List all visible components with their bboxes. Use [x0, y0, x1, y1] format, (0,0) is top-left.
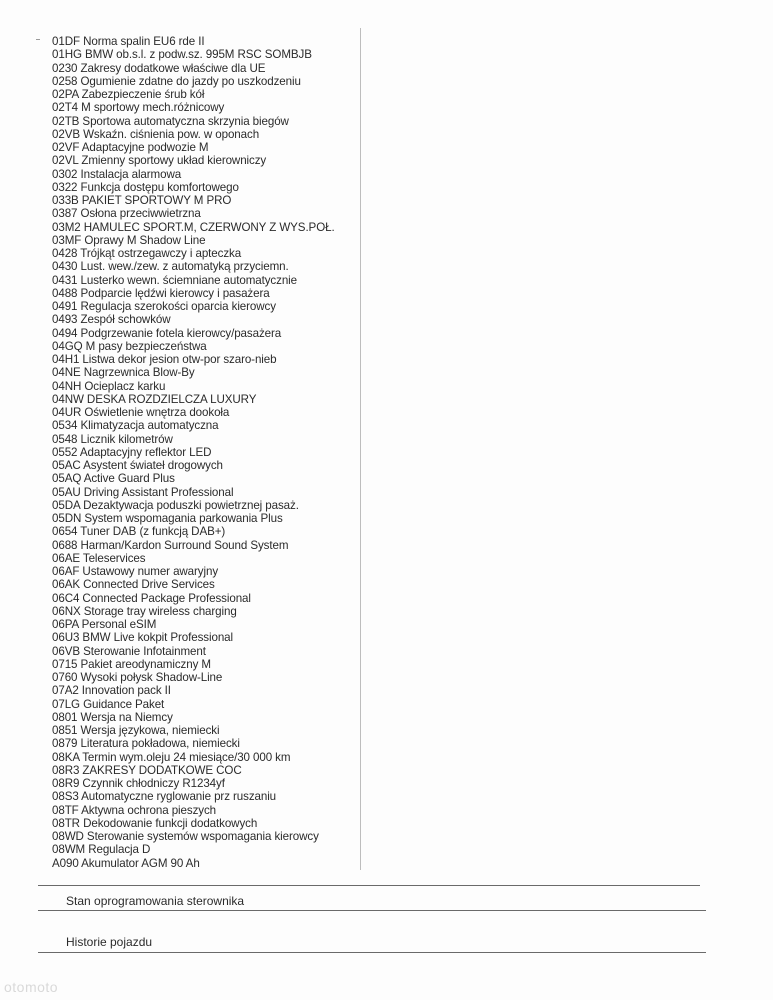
column-divider [360, 28, 361, 870]
option-item: 06C4 Connected Package Professional [52, 591, 251, 605]
section-divider-middle [38, 910, 706, 911]
option-item: 0491 Regulacja szerokości oparcia kierowcy [52, 300, 276, 313]
option-item: 0258 Ogumienie zdatne do jazdy po uszkodzeniu [52, 74, 301, 88]
option-item: 01DF Norma spalin EU6 rde II [52, 35, 205, 48]
option-item: 01HG BMW ob.s.l. z podw.sz. 995M RSC SOMBJB [52, 48, 312, 62]
option-item: 0430 Lust. wew./zew. z automatyką przyciemn. [52, 260, 289, 274]
option-item: 0879 Literatura pokładowa, niemiecki [52, 737, 240, 751]
vehicle-history-heading: Historie pojazdu [66, 935, 153, 949]
option-item: 0548 Licznik kilometrów [52, 432, 173, 446]
equipment-options-list [52, 35, 335, 870]
option-item: 04NH Ocieplacz karku [52, 379, 166, 393]
option-item: 03M2 HAMULEC SPORT.M, CZERWONY Z WYS.POŁ. [52, 220, 335, 234]
option-item: 08KA Termin wym.oleju 24 miesiące/30 000 km [52, 750, 291, 764]
option-item: 07A2 Innovation pack II [52, 684, 171, 698]
option-item: A090 Akumulator AGM 90 Ah [52, 856, 200, 870]
option-item: 08TR Dekodowanie funkcji dodatkowych [52, 816, 258, 830]
option-item: 05DN System wspomagania parkowania Plus [52, 512, 283, 525]
list-marker [36, 39, 40, 40]
option-item: 06AE Teleservices [52, 551, 146, 565]
watermark: otomoto [4, 979, 59, 995]
option-item: 0760 Wysoki połysk Shadow-Line [52, 671, 223, 684]
option-item: 02TB Sportowa automatyczna skrzynia biegów [52, 114, 289, 128]
option-item: 0431 Lusterko wewn. ściemniane automatycznie [52, 273, 298, 287]
option-item: 04H1 Listwa dekor jesion otw-por szaro-nieb [52, 353, 277, 366]
option-item: 06AK Connected Drive Services [52, 578, 215, 592]
option-item: 0428 Trójkąt ostrzegawczy i apteczka [52, 247, 242, 260]
option-item: 05AQ Active Guard Plus [52, 472, 175, 486]
option-item: 04NW DESKA ROZDZIELCZA LUXURY [52, 392, 257, 406]
option-item: 08R9 Czynnik chłodniczy R1234yf [52, 777, 225, 790]
option-item: 07LG Guidance Paket [52, 697, 165, 711]
option-item: 0322 Funkcja dostępu komfortowego [52, 180, 239, 194]
section-divider-top [38, 885, 700, 886]
option-item: 0493 Zespół schowków [52, 313, 171, 327]
option-item: 06VB Sterowanie Infotainment [52, 644, 206, 658]
option-item: 0230 Zakresy dodatkowe właściwe dla UE [52, 61, 266, 75]
option-item: 02VL Zmienny sportowy układ kierowniczy [52, 154, 267, 168]
option-item: 0552 Adaptacyjny reflektor LED [52, 445, 212, 459]
option-item: 05DA Dezaktywacja poduszki powietrznej pasaż. [52, 498, 299, 512]
option-item: 05AU Driving Assistant Professional [52, 485, 234, 499]
option-item: 033B PAKIET SPORTOWY M PRO [52, 194, 232, 207]
option-item: 03MF Oprawy M Shadow Line [52, 233, 206, 247]
section-divider-bottom [38, 952, 706, 953]
option-item: 0715 Pakiet areodynamiczny M [52, 657, 211, 671]
option-item: 06U3 BMW Live kokpit Professional [52, 631, 233, 645]
option-item: 02T4 M sportowy mech.różnicowy [52, 101, 225, 115]
option-item: 0488 Podparcie lędźwi kierowcy i pasażera [52, 286, 270, 300]
option-item: 04NE Nagrzewnica Blow-By [52, 366, 195, 380]
option-item: 06AF Ustawowy numer awaryjny [52, 565, 219, 578]
option-item: 08WD Sterowanie systemów wspomagania kierowcy [52, 830, 319, 843]
option-item: 05AC Asystent świateł drogowych [52, 459, 223, 472]
option-item: 0387 Osłona przeciwwietrzna [52, 207, 201, 221]
option-item: 0654 Tuner DAB (z funkcją DAB+) [52, 525, 226, 539]
option-item: 02VF Adaptacyjne podwozie M [52, 141, 209, 154]
option-item: 02PA Zabezpieczenie śrub kół [52, 88, 205, 101]
option-item: 0801 Wersja na Niemcy [52, 710, 173, 724]
option-item: 02VB Wskaźn. ciśnienia pow. w oponach [52, 127, 260, 141]
option-item: 08S3 Automatyczne ryglowanie prz ruszaniu [52, 790, 277, 804]
option-item: 08TF Aktywna ochrona pieszych [52, 803, 217, 817]
option-item: 0302 Instalacja alarmowa [52, 167, 182, 181]
option-item: 04GQ M pasy bezpieczeństwa [52, 339, 207, 353]
option-item: 0688 Harman/Kardon Surround Sound System [52, 538, 289, 552]
option-item: 0851 Wersja językowa, niemiecki [52, 724, 220, 737]
option-item: 0494 Podgrzewanie fotela kierowcy/pasażera [52, 326, 282, 340]
software-status-heading: Stan oprogramowania sterownika [66, 894, 245, 908]
option-item: 06PA Personal eSIM [52, 618, 157, 631]
option-item: 06NX Storage tray wireless charging [52, 604, 237, 618]
option-item: 08R3 ZAKRESY DODATKOWE COC [52, 763, 242, 777]
option-item: 0534 Klimatyzacja automatyczna [52, 419, 219, 433]
option-item: 04UR Oświetlenie wnętrza dookoła [52, 406, 230, 419]
option-item: 08WM Regulacja D [52, 843, 151, 857]
